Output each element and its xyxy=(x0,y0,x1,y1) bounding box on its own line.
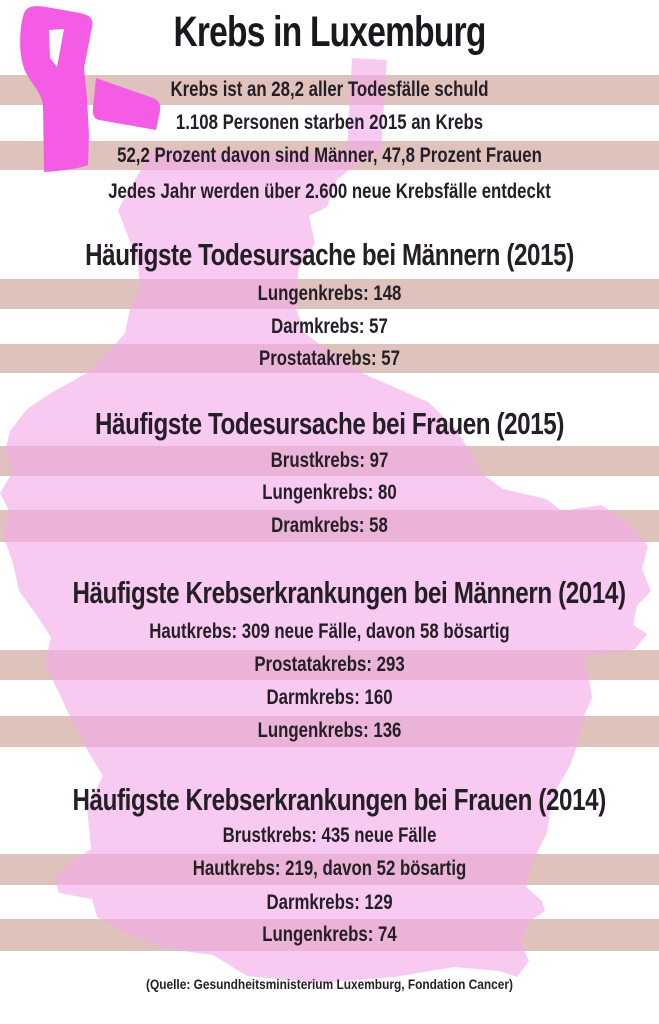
stat-row: Hautkrebs: 309 neue Fälle, davon 58 bösartig xyxy=(149,620,510,643)
stat-row: Darmkrebs: 160 xyxy=(266,686,393,709)
stat-row: Lungenkrebs: 148 xyxy=(257,282,402,305)
section-heading: Häufigste Todesursache bei Frauen (2015) xyxy=(94,406,565,441)
stat-row: 1.108 Personen starben 2015 an Krebs xyxy=(175,111,484,134)
section-heading: Häufigste Todesursache bei Männern (2015) xyxy=(85,237,574,272)
source-credit: (Quelle: Gesundheitsministerium Luxemburg, Fondation Cancer) xyxy=(146,976,513,992)
stat-row: Brustkrebs: 97 xyxy=(270,449,389,472)
stat-row: Hautkrebs: 219, davon 52 bösartig xyxy=(192,857,467,880)
stat-row: Jedes Jahr werden über 2.600 neue Krebsfälle entdeckt xyxy=(108,180,551,203)
stat-row: Darmkrebs: 57 xyxy=(271,315,388,338)
stat-row: Brustkrebs: 435 neue Fälle xyxy=(222,824,437,847)
stat-row: Lungenkrebs: 80 xyxy=(262,481,397,504)
stat-row: Krebs ist an 28,2 aller Todesfälle schuld xyxy=(170,78,489,101)
section-heading: Häufigste Krebserkrankungen bei Frauen (2014) xyxy=(72,782,606,817)
stat-row: Darmkrebs: 129 xyxy=(266,891,393,914)
stat-row: Prostatakrebs: 57 xyxy=(258,347,400,370)
page-title: Krebs in Luxemburg xyxy=(173,8,486,56)
stat-row: Lungenkrebs: 136 xyxy=(257,719,402,742)
stat-row: Dramkrebs: 58 xyxy=(271,514,388,537)
stat-row: 52,2 Prozent davon sind Männer, 47,8 Prozent Frauen xyxy=(117,144,542,167)
stat-row: Prostatakrebs: 293 xyxy=(254,653,405,676)
section-heading: Häufigste Krebserkrankungen bei Männern (2014) xyxy=(72,575,626,610)
stat-row: Lungenkrebs: 74 xyxy=(262,923,397,946)
